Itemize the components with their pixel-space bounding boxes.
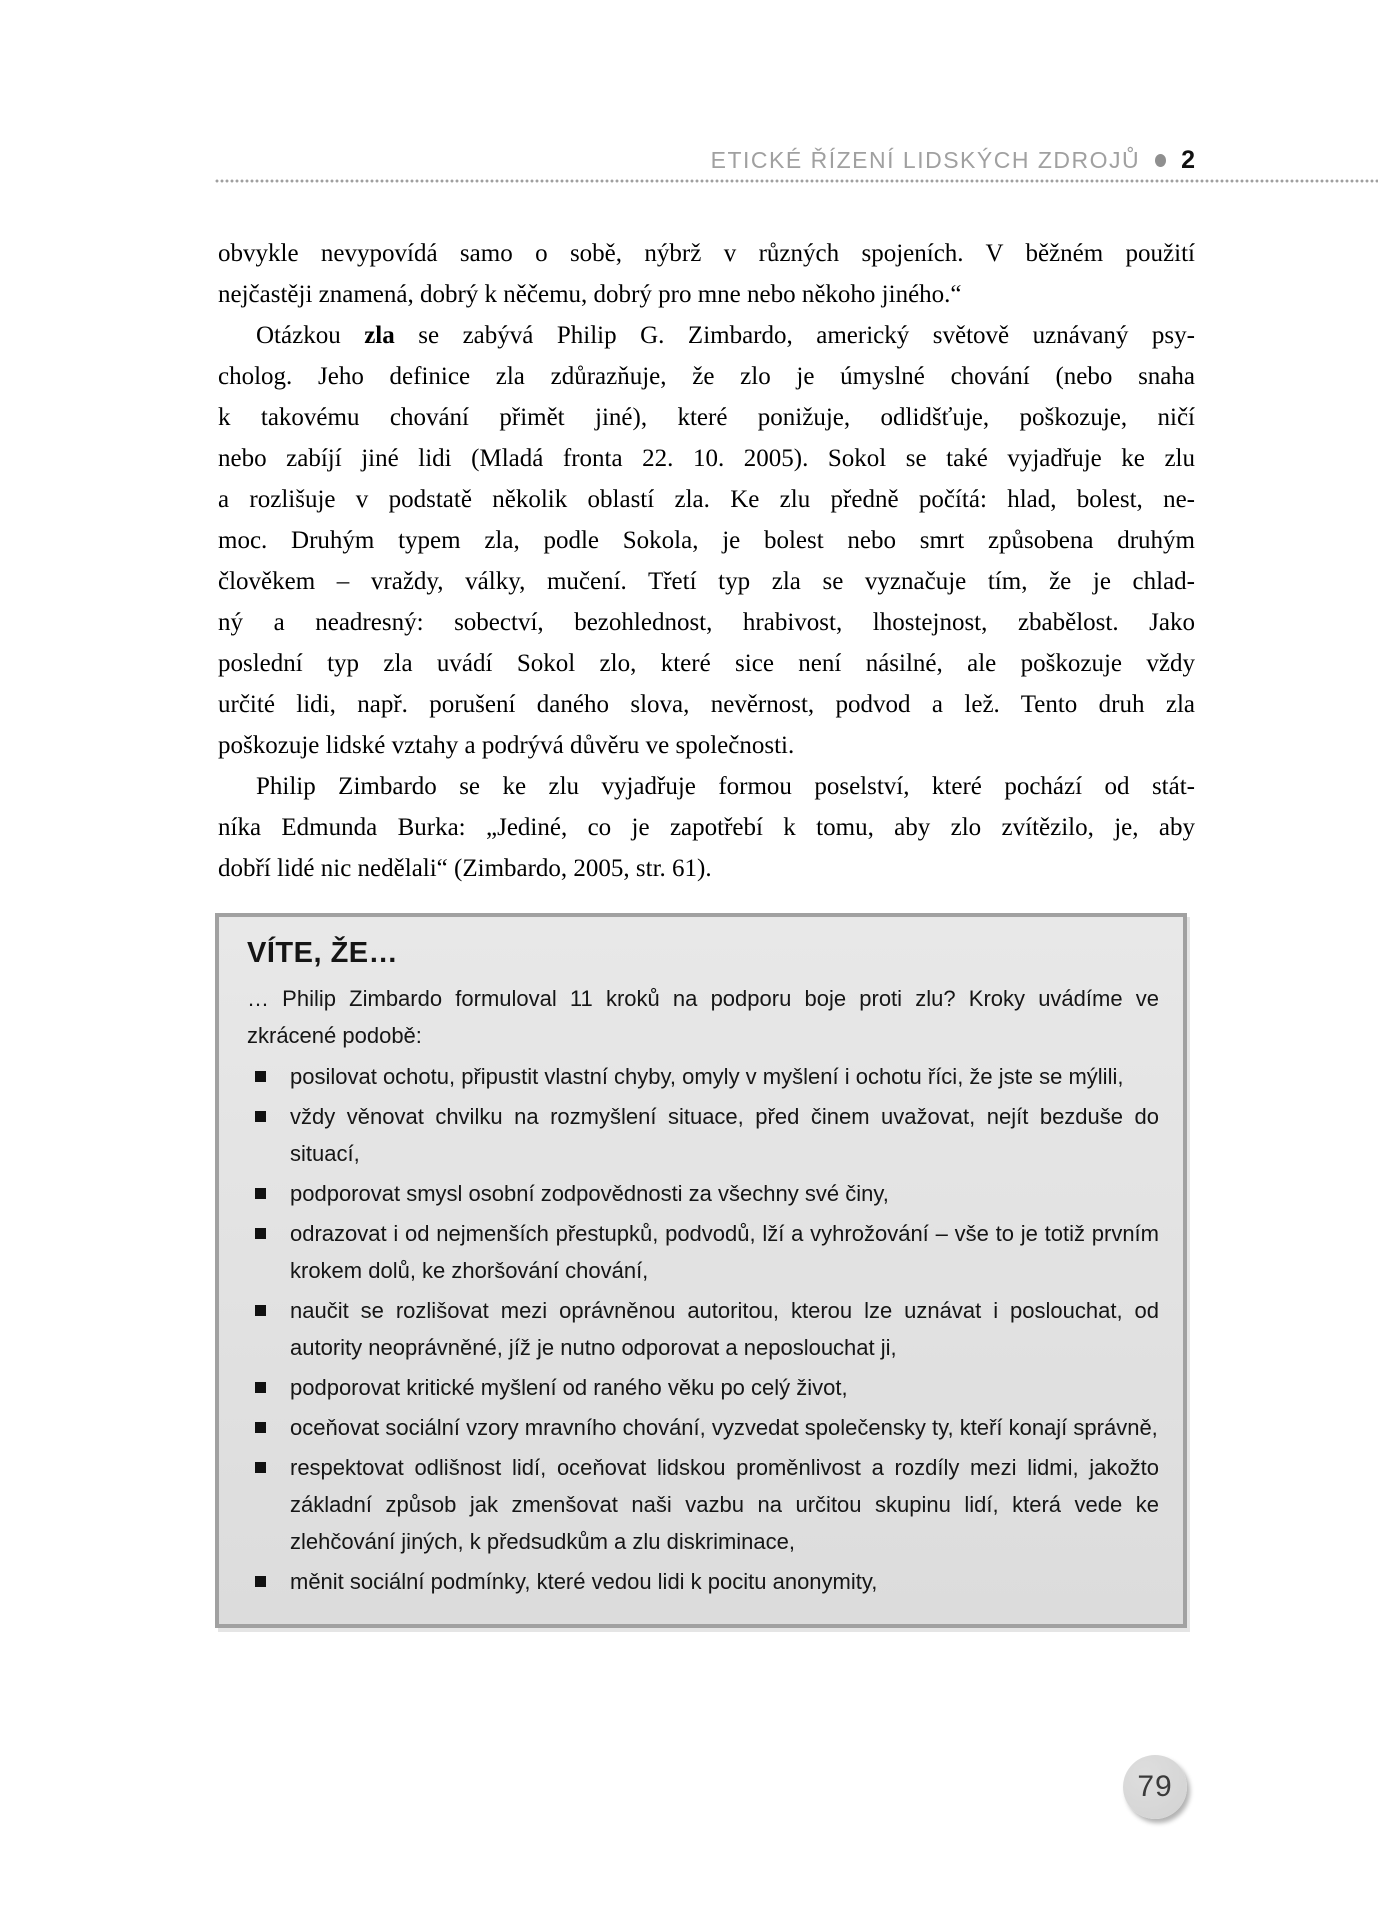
running-header-title: ETICKÉ ŘÍZENÍ LIDSKÝCH ZDROJŮ bbox=[710, 147, 1141, 173]
list-item-text: posilovat ochotu, připustit vlastní chyby, omyly v myšlení i ochotu říci, že jste se mýlili, bbox=[290, 1064, 1124, 1089]
bullet-square-icon bbox=[255, 1576, 266, 1587]
list-item-text: podporovat kritické myšlení od raného věku po celý život, bbox=[290, 1375, 848, 1400]
list-item-text: naučit se rozlišovat mezi oprávněnou autoritou, kterou lze uznávat i poslouchat, od autority neoprávněné, jíž je nutno odporovat a neposlouchat ji, bbox=[290, 1298, 1159, 1360]
list-item bbox=[247, 1563, 1159, 1600]
bullet-square-icon bbox=[255, 1228, 266, 1239]
did-you-know-box bbox=[215, 913, 1187, 1628]
paragraph-1 bbox=[218, 233, 1195, 315]
list-item bbox=[247, 1098, 1159, 1172]
list-item-text: vždy věnovat chvilku na rozmyšlení situace, před činem uvažovat, nejít bezduše do situací, bbox=[290, 1104, 1159, 1166]
text-line: nejčastěji znamená, dobrý k něčemu, dobrý pro mne nebo někoho jiného.“ bbox=[218, 281, 962, 308]
list-item bbox=[247, 1058, 1159, 1095]
text-line bbox=[218, 315, 1195, 356]
bullet-square-icon bbox=[255, 1305, 266, 1316]
list-item bbox=[247, 1369, 1159, 1406]
paragraph-2 bbox=[218, 315, 1195, 766]
list-item-text: měnit sociální podmínky, které vedou lidi k pocitu anonymity, bbox=[290, 1569, 878, 1594]
text-line: určité lidi, např. porušení daného slova, nevěrnost, podvod a lež. Tento druh zla bbox=[218, 691, 1195, 718]
paragraph-3 bbox=[218, 766, 1195, 889]
bullet-square-icon bbox=[255, 1188, 266, 1199]
list-item-text: oceňovat sociální vzory mravního chování, vyzvedat společensky ty, kteří konají správně, bbox=[290, 1415, 1158, 1440]
list-item bbox=[247, 1292, 1159, 1366]
text-line: cholog. Jeho definice zla zdůrazňuje, že zlo je úmyslné chování (nebo snaha bbox=[218, 363, 1195, 390]
bullet-square-icon bbox=[255, 1111, 266, 1122]
text-segment: Otázkou bbox=[256, 322, 365, 349]
list-item bbox=[247, 1175, 1159, 1212]
page-number: 79 bbox=[1137, 1770, 1173, 1803]
chapter-number: 2 bbox=[1181, 146, 1195, 174]
running-header bbox=[711, 146, 1195, 175]
text-line: dobří lidé nic nedělali“ (Zimbardo, 2005, str. 61). bbox=[218, 855, 712, 882]
text-line: k takovému chování přimět jiné), které ponižuje, odlidšťuje, poškozuje, ničí bbox=[218, 404, 1195, 431]
text-segment: se zabývá Philip G. Zimbardo, americký světově uznávaný psy- bbox=[394, 322, 1195, 349]
text-line: poslední typ zla uvádí Sokol zlo, které sice není násilné, ale poškozuje vždy bbox=[218, 650, 1195, 677]
box-title: VÍTE, ŽE… bbox=[247, 937, 399, 969]
text-line: Philip Zimbardo se ke zlu vyjadřuje formou poselství, které pochází od stát- bbox=[256, 773, 1195, 800]
header-separator-dot-icon bbox=[1155, 154, 1166, 167]
text-line: ný a neadresný: sobectví, bezohlednost, hrabivost, lhostejnost, zbabělost. Jako bbox=[218, 609, 1195, 636]
list-item bbox=[247, 1449, 1159, 1560]
list-item-text: odrazovat i od nejmenších přestupků, podvodů, lží a vyhrožování – vše to je totiž prvním krokem dolů, ke zhoršování chování, bbox=[290, 1221, 1159, 1283]
list-item-text: respektovat odlišnost lidí, oceňovat lidskou proměnlivost a rozdíly mezi lidmi, jakožto základní způsob jak zmenšovat naši vazbu na určitou skupinu lidí, která vede ke zlehčování jiných, k předsudkům a zlu diskriminace, bbox=[290, 1455, 1159, 1554]
header-dotted-rule bbox=[215, 179, 1378, 183]
text-line: a rozlišuje v podstatě několik oblastí zla. Ke zlu předně počítá: hlad, bolest, ne- bbox=[218, 486, 1195, 513]
bullet-square-icon bbox=[255, 1071, 266, 1082]
box-intro: … Philip Zimbardo formuloval 11 kroků na podporu boje proti zlu? Kroky uvádíme ve zkrácené podobě: bbox=[247, 986, 1159, 1048]
list-item-text: podporovat smysl osobní zodpovědnosti za všechny své činy, bbox=[290, 1181, 889, 1206]
text-line: obvykle nevypovídá samo o sobě, nýbrž v různých spojeních. V běžném použití bbox=[218, 240, 1195, 267]
bullet-square-icon bbox=[255, 1462, 266, 1473]
text-line: moc. Druhým typem zla, podle Sokola, je bolest nebo smrt způsobena druhým bbox=[218, 527, 1195, 554]
text-line: člověkem – vraždy, války, mučení. Třetí typ zla se vyznačuje tím, že je chlad- bbox=[218, 568, 1195, 595]
list-item bbox=[247, 1215, 1159, 1289]
page-number-badge bbox=[1123, 1755, 1187, 1819]
bullet-square-icon bbox=[255, 1382, 266, 1393]
text-line: nebo zabíjí jiné lidi (Mladá fronta 22. 10. 2005). Sokol se také vyjadřuje ke zlu bbox=[218, 445, 1195, 472]
list-item bbox=[247, 1409, 1159, 1446]
text-line: níka Edmunda Burka: „Jediné, co je zapotřebí k tomu, aby zlo zvítězilo, je, aby bbox=[218, 814, 1195, 841]
body-text bbox=[218, 233, 1195, 889]
text-line: poškozuje lidské vztahy a podrývá důvěru ve společnosti. bbox=[218, 732, 795, 759]
bold-keyword: zla bbox=[364, 322, 395, 349]
bullet-square-icon bbox=[255, 1422, 266, 1433]
